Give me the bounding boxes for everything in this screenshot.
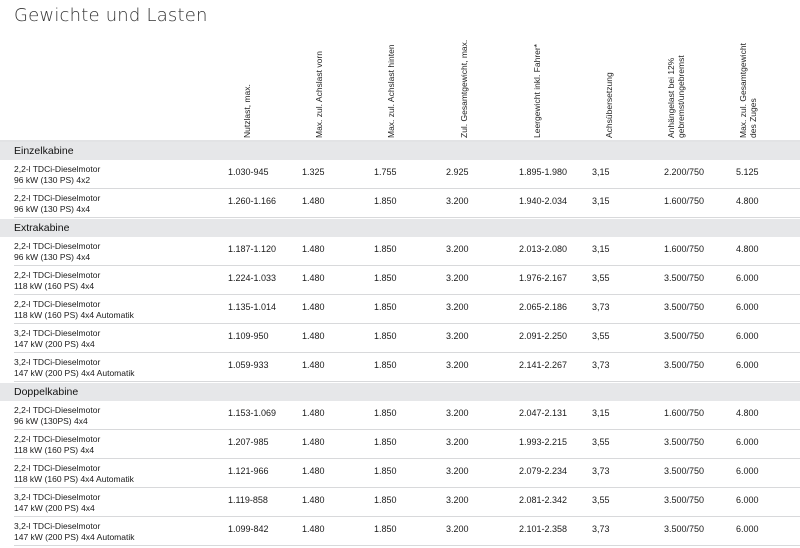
engine-label: 2,2-l TDCi-Dieselmotor 118 kW (160 PS) 4x4 — [14, 270, 101, 291]
row-divider — [14, 294, 800, 295]
table-cell: 1.207-985 — [228, 437, 269, 447]
table-cell: 3.200 — [446, 466, 469, 476]
table-cell: 6.000 — [736, 331, 759, 341]
engine-label: 2,2-l TDCi-Dieselmotor 118 kW (160 PS) 4x4 Automatik — [14, 299, 134, 320]
table-cell: 2.200/750 — [664, 167, 705, 177]
table-cell: 6.000 — [736, 524, 759, 534]
table-cell: 1.480 — [302, 360, 325, 370]
table-cell: 1.224-1.033 — [228, 273, 277, 283]
table-cell: 2.101-2.358 — [519, 524, 568, 534]
table-row — [0, 238, 800, 266]
table-cell: 1.895-1.980 — [519, 167, 568, 177]
row-divider — [14, 458, 800, 459]
table-cell: 1.187-1.120 — [228, 244, 277, 254]
row-divider — [14, 188, 800, 189]
column-header-label: Leergewicht inkl. Fahrer* — [532, 43, 542, 138]
table-row — [0, 190, 800, 218]
table-cell: 1.480 — [302, 196, 325, 206]
table-cell: 2.081-2.342 — [519, 495, 568, 505]
table-cell: 1.600/750 — [664, 196, 705, 206]
table-cell: 1.480 — [302, 408, 325, 418]
table-header — [0, 30, 800, 140]
table-cell: 1.850 — [374, 437, 397, 447]
table-row — [0, 267, 800, 295]
table-cell: 1.850 — [374, 244, 397, 254]
table-cell: 3,73 — [592, 524, 610, 534]
table-cell: 3.200 — [446, 437, 469, 447]
table-cell: 1.850 — [374, 302, 397, 312]
table-row — [0, 431, 800, 459]
table-cell: 1.850 — [374, 331, 397, 341]
table-cell: 1.850 — [374, 524, 397, 534]
column-header — [662, 32, 706, 138]
engine-label: 2,2-l TDCi-Dieselmotor 96 kW (130PS) 4x4 — [14, 405, 101, 426]
engine-label: 2,2-l TDCi-Dieselmotor 96 kW (130 PS) 4x2 — [14, 164, 101, 185]
table-cell: 1.755 — [374, 167, 397, 177]
row-divider — [14, 545, 800, 546]
table-cell: 3,15 — [592, 244, 610, 254]
row-divider — [14, 217, 800, 218]
table-cell: 1.480 — [302, 331, 325, 341]
row-divider — [14, 429, 800, 430]
section-header: Extrakabine — [0, 219, 800, 237]
section-header: Doppelkabine — [0, 383, 800, 401]
table-cell: 3,73 — [592, 302, 610, 312]
table-cell: 6.000 — [736, 273, 759, 283]
column-header-label: Anhängelast bei 12% gebremst/ungebremst — [666, 55, 686, 138]
table-cell: 6.000 — [736, 302, 759, 312]
table-cell: 1.121-966 — [228, 466, 269, 476]
table-cell: 1.109-950 — [228, 331, 269, 341]
table-cell: 1.260-1.166 — [228, 196, 277, 206]
engine-label: 3,2-l TDCi-Dieselmotor 147 kW (200 PS) 4x4 Automatik — [14, 357, 135, 378]
row-divider — [14, 265, 800, 266]
table-cell: 3.200 — [446, 360, 469, 370]
page-title: Gewichte und Lasten — [14, 5, 208, 26]
table-cell: 1.480 — [302, 302, 325, 312]
table-cell: 2.065-2.186 — [519, 302, 568, 312]
table-cell: 3.500/750 — [664, 273, 705, 283]
table-cell: 3,55 — [592, 495, 610, 505]
table-cell: 3,73 — [592, 466, 610, 476]
table-cell: 1.480 — [302, 466, 325, 476]
table-row — [0, 296, 800, 324]
table-cell: 1.325 — [302, 167, 325, 177]
engine-label: 2,2-l TDCi-Dieselmotor 96 kW (130 PS) 4x4 — [14, 241, 101, 262]
engine-label: 2,2-l TDCi-Dieselmotor 118 kW (160 PS) 4x4 — [14, 434, 101, 455]
column-header — [734, 32, 778, 138]
column-header — [445, 32, 489, 138]
table-row — [0, 325, 800, 353]
table-row — [0, 354, 800, 382]
column-header-label: Max. zul. Gesamtgewicht des Zuges — [738, 43, 758, 138]
table-cell: 3,15 — [592, 167, 610, 177]
table-cell: 3.500/750 — [664, 524, 705, 534]
table-cell: 3.500/750 — [664, 331, 705, 341]
section-header: Einzelkabine — [0, 142, 800, 160]
table-cell: 3,55 — [592, 273, 610, 283]
table-cell: 2.141-2.267 — [519, 360, 568, 370]
table-cell: 6.000 — [736, 360, 759, 370]
table-cell: 2.047-2.131 — [519, 408, 568, 418]
table-cell: 4.800 — [736, 196, 759, 206]
table-cell: 1.600/750 — [664, 408, 705, 418]
row-divider — [14, 516, 800, 517]
table-cell: 6.000 — [736, 495, 759, 505]
row-divider — [14, 323, 800, 324]
table-cell: 1.099-842 — [228, 524, 269, 534]
table-cell: 3.200 — [446, 244, 469, 254]
engine-label: 2,2-l TDCi-Dieselmotor 118 kW (160 PS) 4x4 Automatik — [14, 463, 134, 484]
table-cell: 1.850 — [374, 273, 397, 283]
table-cell: 1.135-1.014 — [228, 302, 277, 312]
table-cell: 4.800 — [736, 244, 759, 254]
column-header — [372, 32, 416, 138]
table-cell: 3,73 — [592, 360, 610, 370]
table-cell: 1.480 — [302, 244, 325, 254]
table-cell: 3.200 — [446, 302, 469, 312]
table-cell: 1.153-1.069 — [228, 408, 277, 418]
table-row — [0, 489, 800, 517]
column-header-label: Achsübersetzung — [604, 72, 614, 138]
table-cell: 1.850 — [374, 495, 397, 505]
column-header-label: Zul. Gesamtgewicht, max. — [459, 39, 469, 138]
engine-label: 3,2-l TDCi-Dieselmotor 147 kW (200 PS) 4x4 — [14, 328, 101, 349]
table-cell: 2.091-2.250 — [519, 331, 568, 341]
table-cell: 5.125 — [736, 167, 759, 177]
table-cell: 6.000 — [736, 437, 759, 447]
engine-label: 2,2-l TDCi-Dieselmotor 96 kW (130 PS) 4x4 — [14, 193, 101, 214]
row-divider — [14, 381, 800, 382]
table-cell: 1.850 — [374, 196, 397, 206]
column-header-label: Max. zul. Achslast vorn — [314, 51, 324, 138]
table-cell: 1.059-933 — [228, 360, 269, 370]
table-cell: 1.850 — [374, 360, 397, 370]
table-cell: 3.200 — [446, 196, 469, 206]
table-cell: 2.013-2.080 — [519, 244, 568, 254]
table-cell: 1.976-2.167 — [519, 273, 568, 283]
row-divider — [14, 352, 800, 353]
table-cell: 3.500/750 — [664, 466, 705, 476]
table-cell: 3.500/750 — [664, 437, 705, 447]
table-cell: 1.940-2.034 — [519, 196, 568, 206]
table-cell: 3.500/750 — [664, 302, 705, 312]
table-cell: 1.993-2.215 — [519, 437, 568, 447]
table-row — [0, 518, 800, 546]
table-cell: 3.500/750 — [664, 360, 705, 370]
table-cell: 6.000 — [736, 466, 759, 476]
table-cell: 3.200 — [446, 495, 469, 505]
table-cell: 2.925 — [446, 167, 469, 177]
column-header-label: Max. zul. Achslast hinten — [386, 44, 396, 138]
table-cell: 1.030-945 — [228, 167, 269, 177]
table-row — [0, 161, 800, 189]
table-cell: 3,15 — [592, 408, 610, 418]
table-cell: 3,55 — [592, 331, 610, 341]
table-cell: 3.500/750 — [664, 495, 705, 505]
column-header — [590, 32, 634, 138]
table-row — [0, 460, 800, 488]
table-row — [0, 402, 800, 430]
column-header-label: Nutzlast, max. — [242, 84, 252, 138]
table-cell: 3.200 — [446, 524, 469, 534]
table-cell: 1.850 — [374, 408, 397, 418]
table-cell: 3,55 — [592, 437, 610, 447]
column-header — [518, 32, 562, 138]
table-cell: 1.119-858 — [228, 495, 268, 505]
table-cell: 1.480 — [302, 524, 325, 534]
table-cell: 3.200 — [446, 273, 469, 283]
table-cell: 1.480 — [302, 437, 325, 447]
column-header — [228, 32, 272, 138]
table-cell: 1.600/750 — [664, 244, 705, 254]
table-cell: 1.480 — [302, 495, 325, 505]
table-cell: 3,15 — [592, 196, 610, 206]
row-divider — [14, 487, 800, 488]
table-cell: 1.480 — [302, 273, 325, 283]
table-cell: 2.079-2.234 — [519, 466, 568, 476]
table-cell: 4.800 — [736, 408, 759, 418]
table-cell: 1.850 — [374, 466, 397, 476]
table-cell: 3.200 — [446, 408, 469, 418]
engine-label: 3,2-l TDCi-Dieselmotor 147 kW (200 PS) 4x4 Automatik — [14, 521, 135, 542]
column-header — [300, 32, 344, 138]
table-cell: 3.200 — [446, 331, 469, 341]
engine-label: 3,2-l TDCi-Dieselmotor 147 kW (200 PS) 4x4 — [14, 492, 101, 513]
